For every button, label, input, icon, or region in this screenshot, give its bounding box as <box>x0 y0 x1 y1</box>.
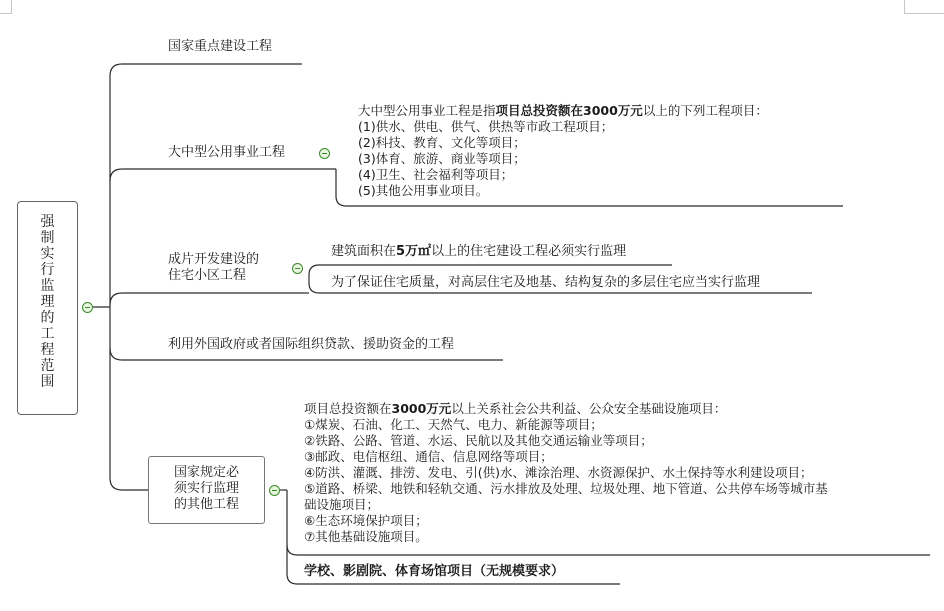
public-item: (1)供水、供电、供气、供热等市政工程项目； <box>358 119 614 134</box>
branch-national-label[interactable]: 国家重点建设工程 <box>168 39 273 54</box>
residential-detail-area: 建筑面积在5万㎡以上的住宅建设工程必须实行监理 <box>331 244 627 259</box>
branch-other-node[interactable] <box>148 456 265 524</box>
branch-residential-connector <box>110 293 148 305</box>
other-item: ⑤道路、桥梁、地铁和轻轨交通、污水排放及处理、垃圾处理、地下管道、公共停车场等城市基 <box>304 481 828 496</box>
public-item: (5)其他公用事业项目。 <box>358 183 489 198</box>
branch-foreign-label[interactable]: 利用外国政府或者国际组织贷款、援助资金的工程 <box>168 337 455 352</box>
branch-other-label: 国家规定必 须实行监理 的其他工程 <box>173 465 239 512</box>
root-node[interactable] <box>17 201 78 415</box>
trunk-line <box>110 64 122 490</box>
other-item: ①煤炭、石油、化工、天然气、电力、新能源等项目； <box>304 417 603 432</box>
root-label-char: 实 <box>40 246 55 262</box>
other-item: ②铁路、公路、管道、水运、民航以及其他交通运输业等项目； <box>304 433 653 448</box>
root-label-char: 强 <box>40 214 55 230</box>
root-label-char: 围 <box>40 374 55 390</box>
residential-label-line1: 成片开发建设的 <box>168 252 260 267</box>
root-label-char: 的 <box>40 310 55 326</box>
public-details <box>358 103 768 199</box>
root-label-char: 程 <box>40 342 55 358</box>
other-item: ④防洪、灌溉、排涝、发电、引(供)水、滩涂治理、水资源保护、水土保持等水利建设项目； <box>304 465 813 480</box>
other-item: ③邮政、电信枢纽、通信、信息网络等项目； <box>304 449 553 464</box>
other-intro: 项目总投资额在3000万元以上关系社会公共利益、公众安全基础设施项目： <box>304 401 727 416</box>
collapse-toggle-root[interactable] <box>82 302 93 313</box>
window-corner-left <box>0 0 12 14</box>
window-corner-right <box>904 0 944 14</box>
other-item: ⑥生态环境保护项目； <box>304 513 428 528</box>
other-details <box>304 401 828 545</box>
other-extra-label: 学校、影剧院、体育场馆项目（无规模要求） <box>304 564 565 579</box>
root-label <box>18 214 77 390</box>
root-label-char: 监 <box>40 278 55 294</box>
root-label-char: 行 <box>40 262 55 278</box>
collapse-toggle-other[interactable] <box>269 485 280 496</box>
residential-label-line2: 住宅小区工程 <box>168 268 247 283</box>
root-label-char: 范 <box>40 358 55 374</box>
root-label-char: 理 <box>40 294 55 310</box>
other-item: ⑦其他基础设施项目。 <box>304 529 428 544</box>
other-item: 础设施项目； <box>304 497 380 512</box>
branch-foreign-connector <box>110 348 148 360</box>
branch-public-connector <box>110 169 148 181</box>
public-item: (4)卫生、社会福利等项目； <box>358 167 514 182</box>
root-label-char: 制 <box>40 230 55 246</box>
residential-detail-quality: 为了保证住宅质量，对高层住宅及地基、结构复杂的多层住宅应当实行监理 <box>331 275 761 290</box>
branch-public-label[interactable]: 大中型公用事业工程 <box>168 145 286 160</box>
root-label-char: 工 <box>40 326 55 342</box>
collapse-toggle-public[interactable] <box>319 148 330 159</box>
branch-residential-label[interactable] <box>168 252 259 284</box>
residential-detail1-connector <box>309 265 672 275</box>
public-item: (2)科技、教育、文化等项目； <box>358 135 526 150</box>
collapse-toggle-residential[interactable] <box>292 263 303 274</box>
public-intro: 大中型公用事业工程是指项目总投资额在3000万元以上的下列工程项目： <box>358 103 768 118</box>
public-item: (3)体育、旅游、商业等项目； <box>358 151 526 166</box>
